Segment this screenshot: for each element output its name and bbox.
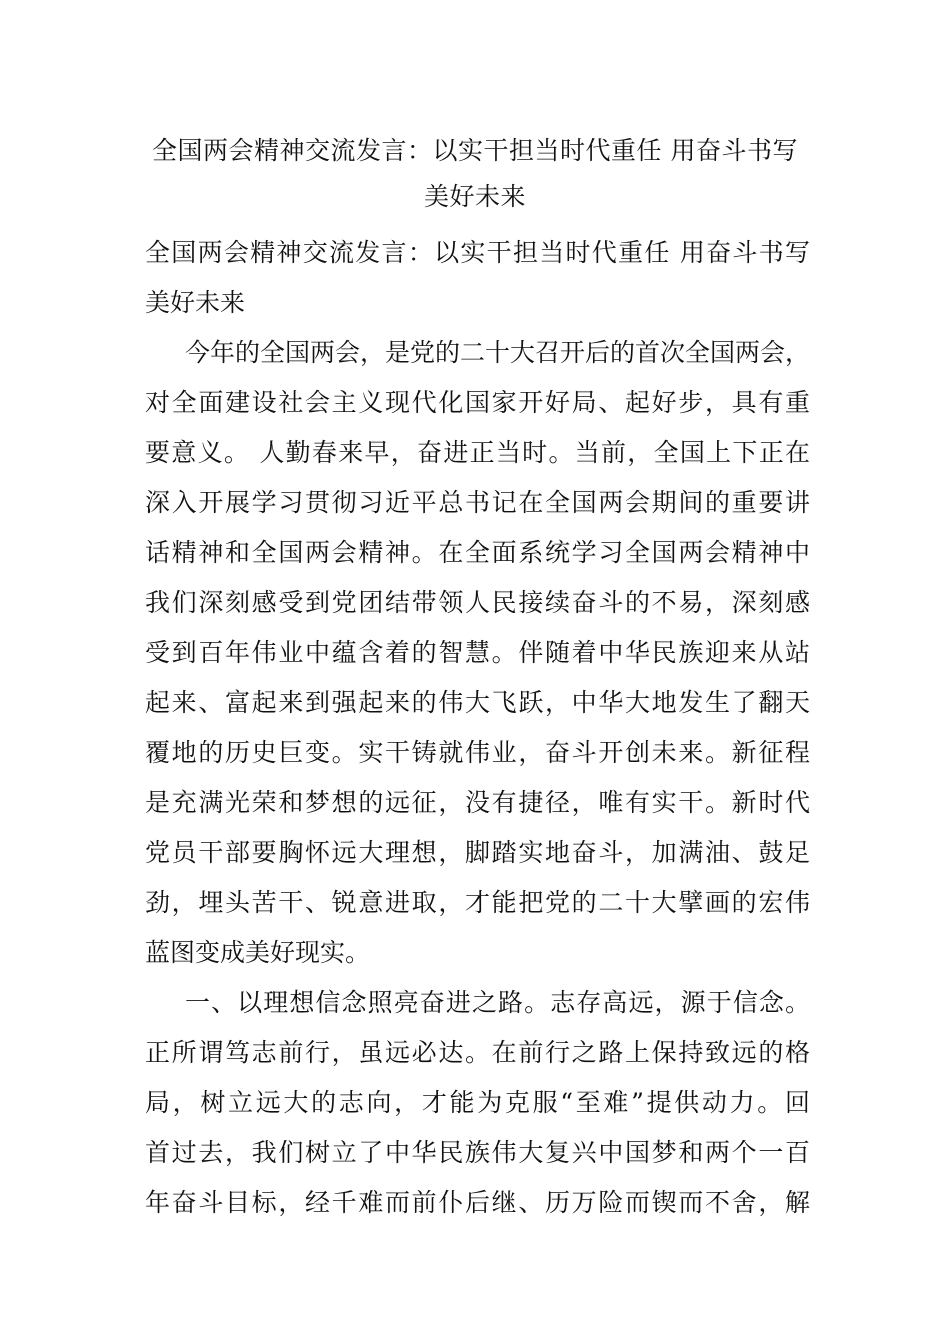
document-title [140, 128, 810, 220]
paragraph-1-line-11: 党员干部要胸怀远大理想，脚踏实地奋斗，加满油、鼓足 [145, 838, 810, 867]
paragraph-1-line-12: 劲，埋头苦干、锐意进取，才能把党的二十大擘画的宏伟 [145, 888, 810, 917]
paragraph-2-line-2: 正所谓笃志前行，虽远必达。在前行之路上保持致远的格 [145, 1038, 810, 1067]
paragraph-1-line-1: 今年的全国两会，是党的二十大召开后的首次全国两会， [185, 338, 811, 367]
subtitle-line-2: 美好未来 [145, 288, 246, 317]
paragraph-1-line-8: 起来、富起来到强起来的伟大飞跃，中华大地发生了翻天 [145, 688, 810, 717]
subtitle-line-1: 全国两会精神交流发言：以实干担当时代重任 用奋斗书写 [145, 238, 810, 267]
paragraph-1-line-13: 蓝图变成美好现实。 [145, 938, 371, 967]
title-line-1: 全国两会精神交流发言：以实干担当时代重任 用奋斗书写 [152, 136, 798, 165]
paragraph-2-line-1: 一、以理想信念照亮奋进之路。志存高远，源于信念。 [185, 988, 810, 1017]
paragraph-1-line-2: 对全面建设社会主义现代化国家开好局、起好步，具有重 [145, 388, 810, 417]
title-line-2: 美好未来 [423, 182, 526, 211]
paragraph-2-line-5: 年奋斗目标，经千难而前仆后继、历万险而锲而不舍，解 [145, 1188, 810, 1217]
paragraph-1-line-5: 话精神和全国两会精神。在全面系统学习全国两会精神中 [145, 538, 810, 567]
paragraph-1-line-4: 深入开展学习贯彻习近平总书记在全国两会期间的重要讲 [145, 488, 810, 517]
paragraph-1-line-9: 覆地的历史巨变。实干铸就伟业，奋斗开创未来。新征程 [145, 738, 810, 767]
paragraph-1-line-7: 受到百年伟业中蕴含着的智慧。伴随着中华民族迎来从站 [145, 638, 810, 667]
paragraph-1-line-3: 要意义。 人勤春来早，奋进正当时。当前，全国上下正在 [145, 438, 810, 467]
paragraph-1-line-6: 我们深刻感受到党团结带领人民接续奋斗的不易，深刻感 [145, 588, 810, 617]
document-body [145, 228, 810, 1228]
paragraph-2-line-4: 首过去，我们树立了中华民族伟大复兴中国梦和两个一百 [145, 1138, 810, 1167]
paragraph-2-line-3: 局，树立远大的志向，才能为克服“至难”提供动力。回 [145, 1088, 810, 1117]
paragraph-1-line-10: 是充满光荣和梦想的远征，没有捷径，唯有实干。新时代 [145, 788, 810, 817]
